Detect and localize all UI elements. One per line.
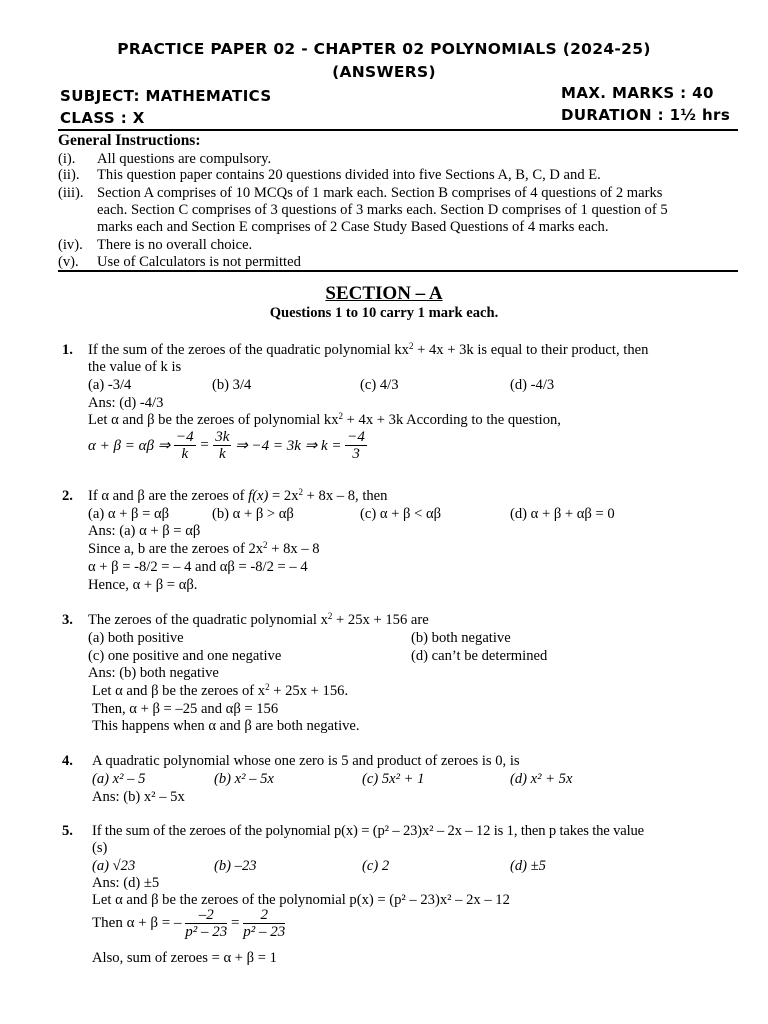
option-a: (a) α + β = αβ xyxy=(88,506,170,522)
question-number: 3. xyxy=(62,612,73,628)
duration-label: DURATION : 1½ hrs xyxy=(561,106,731,124)
option-b: (b) 3/4 xyxy=(212,377,252,393)
explanation-text: Hence, α + β = αβ. xyxy=(88,577,198,593)
instruction-num: (i). xyxy=(58,151,76,167)
instruction-text: Use of Calculators is not permitted xyxy=(97,254,301,270)
instruction-num: (ii). xyxy=(58,167,80,183)
option-c: (c) α + β < αβ xyxy=(360,506,442,522)
option-c: (c) 2 xyxy=(362,858,390,874)
explanation-text: α + β = -8/2 = – 4 and αβ = -8/2 = – 4 xyxy=(88,559,308,575)
fraction: $\frac{2}{\text{p² – 23}}$ xyxy=(243,907,286,940)
subject-label: SUBJECT: MATHEMATICS xyxy=(60,87,272,105)
answer-line: Ans: (b) both negative xyxy=(88,665,219,681)
option-d: (d) can’t be determined xyxy=(411,648,548,664)
fraction: $\frac{3k}{k}$ xyxy=(215,429,230,462)
option-d: (d) x² + 5x xyxy=(510,771,573,787)
question-number: 2. xyxy=(62,488,73,504)
question-text: If α and β are the zeroes of $f(x) = 2x^2 + 8x - 8$, then xyxy=(88,487,388,504)
explanation-text: Let α and β be the zeroes of polynomial $kx^2 + 4x + 3k$ According to the question, xyxy=(88,411,561,428)
instruction-num: (iv). xyxy=(58,237,83,253)
option-b: (b) –23 xyxy=(214,858,257,874)
option-b: (b) x² – 5x xyxy=(214,771,274,787)
instruction-text: Section A comprises of 10 MCQs of 1 mark each. Section B comprises of 4 questions of 2 marks xyxy=(97,185,663,201)
question-text: (s) xyxy=(92,840,108,856)
instructions-divider xyxy=(58,270,738,272)
option-a: (a) x² – 5 xyxy=(92,771,146,787)
question-text: If the sum of the zeroes of the polynomial p(x) = (p² – 23)x² – 2x – 12 is 1, then p takes the value xyxy=(92,823,644,839)
max-marks-label: MAX. MARKS : 40 xyxy=(561,84,714,102)
option-c: (c) one positive and one negative xyxy=(88,648,282,664)
answer-line: Ans: (a) α + β = αβ xyxy=(88,523,201,539)
explanation-text: Then, α + β = –25 and αβ = 156 xyxy=(92,701,279,717)
option-b: (b) both negative xyxy=(411,630,511,646)
option-a: (a) both positive xyxy=(88,630,184,646)
instruction-num: (v). xyxy=(58,254,79,270)
fraction: $\frac{-4}{3}$ xyxy=(347,429,365,462)
option-d: (d) ±5 xyxy=(510,858,546,874)
answer-line: Ans: (d) -4/3 xyxy=(88,395,164,411)
instruction-text: each. Section C comprises of 3 questions of 3 marks each. Section D comprises of 1 question of 5 xyxy=(97,202,668,218)
header-divider xyxy=(58,129,738,131)
solution-equation: α + β = αβ ⇒ $\frac{-4}{k}$ = $\frac{3k}{k}$ ⇒ −4 = 3k ⇒ k = $\frac{-4}{3}$ xyxy=(88,429,365,462)
section-subtitle: Questions 1 to 10 carry 1 mark each. xyxy=(269,305,499,321)
instructions-heading: General Instructions: xyxy=(58,132,201,149)
option-a: (a) -3/4 xyxy=(88,377,132,393)
explanation-text: This happens when α and β are both negative. xyxy=(92,718,360,734)
question-text: A quadratic polynomial whose one zero is 5 and product of zeroes is 0, is xyxy=(92,753,520,769)
paper-subtitle: (ANSWERS) xyxy=(332,63,436,81)
fraction: $\frac{-2}{\text{p² – 23}}$ xyxy=(185,907,228,940)
instruction-text: marks each and Section E comprises of 2 Case Study Based Questions of 4 marks each. xyxy=(97,219,609,235)
fraction: $\frac{-4}{k}$ xyxy=(176,429,194,462)
explanation-text: Let α and β be the zeroes of the polynomial p(x) = (p² – 23)x² – 2x – 12 xyxy=(92,892,510,908)
question-text: If the sum of the zeroes of the quadratic polynomial $kx^2 + 4x + 3k$ is equal to their product, then xyxy=(88,341,649,358)
option-c: (c) 4/3 xyxy=(360,377,399,393)
question-number: 4. xyxy=(62,753,73,769)
paper-title: PRACTICE PAPER 02 - CHAPTER 02 POLYNOMIALS (2024-25) xyxy=(117,40,651,58)
option-a: (a) √23 xyxy=(92,858,136,874)
answer-line: Ans: (d) ±5 xyxy=(92,875,160,891)
class-label: CLASS : X xyxy=(60,109,145,127)
question-text: The zeroes of the quadratic polynomial $x^2 + 25x + 156$ are xyxy=(88,611,429,628)
instruction-num: (iii). xyxy=(58,185,84,201)
explanation-text: Since a, b are the zeroes of $2x^2 + 8x - 8$ xyxy=(88,540,320,557)
question-text: the value of k is xyxy=(88,359,182,375)
answer-line: Ans: (b) x² – 5x xyxy=(92,789,185,805)
instruction-text: This question paper contains 20 questions divided into five Sections A, B, C, D and E. xyxy=(97,167,601,183)
section-title: SECTION – A xyxy=(325,283,443,304)
instruction-text: There is no overall choice. xyxy=(97,237,253,253)
explanation-text: Let α and β be the zeroes of $x^2 + 25x + 156$. xyxy=(92,682,349,699)
question-number: 5. xyxy=(62,823,73,839)
question-number: 1. xyxy=(62,342,73,358)
instruction-text: All questions are compulsory. xyxy=(97,151,272,167)
option-d: (d) -4/3 xyxy=(510,377,555,393)
option-d: (d) α + β + αβ = 0 xyxy=(510,506,615,522)
option-c: (c) 5x² + 1 xyxy=(362,771,425,787)
option-b: (b) α + β > αβ xyxy=(212,506,294,522)
explanation-text: Also, sum of zeroes = α + β = 1 xyxy=(92,950,277,966)
solution-equation: Then α + β = – $\frac{-2}{\text{p² – 23}}$ = $\frac{2}{\text{p² – 23}}$ xyxy=(92,907,286,940)
